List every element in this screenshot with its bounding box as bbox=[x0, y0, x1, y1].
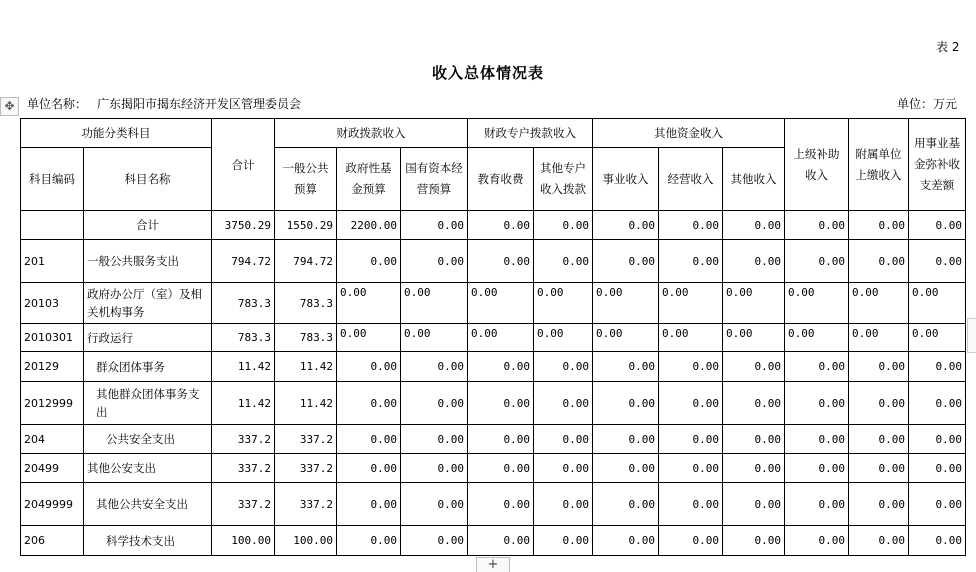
cell-value: 0.00 bbox=[909, 352, 966, 382]
cell-value: 0.00 bbox=[468, 454, 534, 483]
cell-value: 0.00 bbox=[849, 454, 909, 483]
income-summary-table bbox=[20, 118, 966, 556]
cell-value: 0.00 bbox=[534, 324, 593, 352]
table-number-label: 表 2 bbox=[936, 40, 960, 54]
cell-value: 0.00 bbox=[534, 454, 593, 483]
cell-value: 0.00 bbox=[337, 240, 401, 283]
header-operating: 经营收入 bbox=[659, 148, 723, 211]
table-row bbox=[21, 283, 966, 324]
cell-value: 0.00 bbox=[785, 483, 849, 526]
cell-value: 0.00 bbox=[785, 425, 849, 454]
cell-value: 0.00 bbox=[785, 240, 849, 283]
cell-value: 0.00 bbox=[593, 283, 659, 324]
cell-name: 其他群众团体事务支出 bbox=[84, 382, 212, 425]
cell-value: 0.00 bbox=[534, 526, 593, 556]
header-business: 事业收入 bbox=[593, 148, 659, 211]
cell-value: 783.3 bbox=[212, 283, 275, 324]
cell-value: 0.00 bbox=[849, 483, 909, 526]
cell-value: 0.00 bbox=[401, 526, 468, 556]
cell-value: 0.00 bbox=[723, 324, 785, 352]
cell-value: 2200.00 bbox=[337, 211, 401, 240]
table-row bbox=[21, 240, 966, 283]
cell-value: 0.00 bbox=[534, 240, 593, 283]
cell-value: 0.00 bbox=[534, 211, 593, 240]
cell-value: 0.00 bbox=[468, 324, 534, 352]
cell-value: 0.00 bbox=[849, 425, 909, 454]
cell-name: 公共安全支出 bbox=[84, 425, 212, 454]
cell-value: 0.00 bbox=[468, 382, 534, 425]
cell-code: 206 bbox=[21, 526, 84, 556]
cell-name: 政府办公厅（室）及相关机构事务 bbox=[84, 283, 212, 324]
cell-value: 0.00 bbox=[337, 324, 401, 352]
cell-value: 0.00 bbox=[723, 382, 785, 425]
cell-value: 794.72 bbox=[212, 240, 275, 283]
cell-value: 337.2 bbox=[212, 425, 275, 454]
cell-value: 0.00 bbox=[723, 240, 785, 283]
cell-code: 20499 bbox=[21, 454, 84, 483]
page-title: 收入总体情况表 bbox=[431, 64, 544, 82]
cell-value: 0.00 bbox=[785, 526, 849, 556]
cell-value: 337.2 bbox=[212, 454, 275, 483]
cell-value: 0.00 bbox=[401, 211, 468, 240]
cell-name: 一般公共服务支出 bbox=[84, 240, 212, 283]
cell-code bbox=[21, 211, 84, 240]
cell-value: 0.00 bbox=[723, 283, 785, 324]
cell-value: 0.00 bbox=[593, 211, 659, 240]
cell-value: 0.00 bbox=[909, 240, 966, 283]
cell-name: 其他公共安全支出 bbox=[84, 483, 212, 526]
cell-value: 0.00 bbox=[659, 425, 723, 454]
cell-code: 201 bbox=[21, 240, 84, 283]
cell-name: 其他公安支出 bbox=[84, 454, 212, 483]
plus-icon[interactable]: + bbox=[476, 557, 510, 572]
currency-unit-label: 单位：万元 bbox=[897, 97, 958, 111]
cell-value: 0.00 bbox=[593, 454, 659, 483]
cell-value: 100.00 bbox=[212, 526, 275, 556]
cell-value: 0.00 bbox=[785, 352, 849, 382]
cell-value: 0.00 bbox=[468, 240, 534, 283]
move-arrows-icon[interactable]: ✥ bbox=[0, 97, 19, 116]
cell-value: 0.00 bbox=[593, 483, 659, 526]
cell-value: 783.3 bbox=[275, 283, 337, 324]
cell-value: 337.2 bbox=[275, 483, 337, 526]
header-gov-fund: 政府性基金预算 bbox=[337, 148, 401, 211]
cell-value: 0.00 bbox=[468, 425, 534, 454]
cell-value: 0.00 bbox=[534, 352, 593, 382]
cell-value: 0.00 bbox=[909, 324, 966, 352]
cell-value: 100.00 bbox=[275, 526, 337, 556]
cell-value: 11.42 bbox=[212, 352, 275, 382]
header-affiliate: 附属单位上缴收入 bbox=[849, 119, 909, 211]
table-row bbox=[21, 324, 966, 352]
cell-value: 0.00 bbox=[785, 324, 849, 352]
cell-value: 0.00 bbox=[401, 283, 468, 324]
cell-value: 0.00 bbox=[785, 211, 849, 240]
table-row bbox=[21, 211, 966, 240]
cell-code: 204 bbox=[21, 425, 84, 454]
cell-value: 0.00 bbox=[337, 283, 401, 324]
cell-value: 0.00 bbox=[659, 483, 723, 526]
table-row bbox=[21, 352, 966, 382]
header-state-capital: 国有资本经营预算 bbox=[401, 148, 468, 211]
cell-value: 0.00 bbox=[785, 283, 849, 324]
cell-value: 0.00 bbox=[337, 425, 401, 454]
cell-value: 0.00 bbox=[909, 425, 966, 454]
cell-value: 11.42 bbox=[275, 352, 337, 382]
cell-value: 0.00 bbox=[401, 324, 468, 352]
header-total: 合计 bbox=[212, 119, 275, 211]
unit-name-line bbox=[27, 95, 301, 112]
cell-value: 337.2 bbox=[275, 454, 337, 483]
header-edu-fee: 教育收费 bbox=[468, 148, 534, 211]
cell-value: 0.00 bbox=[849, 352, 909, 382]
table-row bbox=[21, 526, 966, 556]
header-special: 财政专户拨款收入 bbox=[468, 119, 593, 148]
cell-value: 0.00 bbox=[534, 483, 593, 526]
cell-value: 0.00 bbox=[909, 211, 966, 240]
cell-value: 0.00 bbox=[909, 483, 966, 526]
cell-value: 0.00 bbox=[909, 454, 966, 483]
unit-name-label: 单位名称： bbox=[27, 97, 88, 111]
table-row bbox=[21, 483, 966, 526]
cell-value: 0.00 bbox=[723, 526, 785, 556]
cell-value: 0.00 bbox=[468, 283, 534, 324]
cell-value: 0.00 bbox=[659, 526, 723, 556]
cell-value: 337.2 bbox=[275, 425, 337, 454]
cell-value: 783.3 bbox=[275, 324, 337, 352]
cell-value: 3750.29 bbox=[212, 211, 275, 240]
header-upper-subsidy: 上级补助收入 bbox=[785, 119, 849, 211]
cell-value: 0.00 bbox=[337, 526, 401, 556]
cell-value: 0.00 bbox=[337, 483, 401, 526]
cell-value: 0.00 bbox=[593, 425, 659, 454]
cell-value: 0.00 bbox=[468, 483, 534, 526]
cell-name: 科学技术支出 bbox=[84, 526, 212, 556]
cell-value: 0.00 bbox=[659, 382, 723, 425]
cell-value: 0.00 bbox=[534, 425, 593, 454]
cell-value: 0.00 bbox=[723, 211, 785, 240]
cell-value: 0.00 bbox=[468, 352, 534, 382]
cell-value: 0.00 bbox=[785, 382, 849, 425]
header-other-funds: 其他资金收入 bbox=[593, 119, 785, 148]
table-row bbox=[21, 454, 966, 483]
cell-code: 2010301 bbox=[21, 324, 84, 352]
header-other-income: 其他收入 bbox=[723, 148, 785, 211]
cell-value: 794.72 bbox=[275, 240, 337, 283]
cell-code: 20103 bbox=[21, 283, 84, 324]
cell-value: 0.00 bbox=[593, 324, 659, 352]
cell-value: 0.00 bbox=[849, 526, 909, 556]
cell-value: 0.00 bbox=[909, 382, 966, 425]
cell-value: 0.00 bbox=[909, 526, 966, 556]
header-func-class: 功能分类科目 bbox=[21, 119, 212, 148]
cell-value: 0.00 bbox=[849, 382, 909, 425]
cell-value: 0.00 bbox=[849, 240, 909, 283]
cell-value: 0.00 bbox=[593, 382, 659, 425]
cell-value: 0.00 bbox=[723, 352, 785, 382]
cell-value: 0.00 bbox=[534, 382, 593, 425]
header-code: 科目编码 bbox=[21, 148, 84, 211]
cell-value: 0.00 bbox=[401, 483, 468, 526]
cell-name: 行政运行 bbox=[84, 324, 212, 352]
cell-code: 20129 bbox=[21, 352, 84, 382]
table-row bbox=[21, 425, 966, 454]
cell-value: 0.00 bbox=[534, 283, 593, 324]
cell-value: 1550.29 bbox=[275, 211, 337, 240]
cell-value: 0.00 bbox=[593, 240, 659, 283]
header-general-budget: 一般公共预算 bbox=[275, 148, 337, 211]
cell-value: 0.00 bbox=[659, 240, 723, 283]
cell-value: 0.00 bbox=[785, 454, 849, 483]
cell-value: 0.00 bbox=[659, 352, 723, 382]
cell-value: 0.00 bbox=[659, 283, 723, 324]
cell-value: 0.00 bbox=[909, 283, 966, 324]
cell-value: 0.00 bbox=[401, 454, 468, 483]
cell-value: 0.00 bbox=[659, 454, 723, 483]
cell-value: 0.00 bbox=[659, 211, 723, 240]
cell-value: 0.00 bbox=[849, 211, 909, 240]
cell-value: 0.00 bbox=[723, 425, 785, 454]
cell-value: 11.42 bbox=[212, 382, 275, 425]
cell-value: 0.00 bbox=[849, 283, 909, 324]
cell-value: 783.3 bbox=[212, 324, 275, 352]
cell-value: 0.00 bbox=[401, 352, 468, 382]
cell-value: 0.00 bbox=[659, 324, 723, 352]
cell-value: 0.00 bbox=[337, 382, 401, 425]
header-name: 科目名称 bbox=[84, 148, 212, 211]
cell-value: 337.2 bbox=[212, 483, 275, 526]
cell-value: 0.00 bbox=[337, 454, 401, 483]
cell-value: 0.00 bbox=[337, 352, 401, 382]
cell-value: 0.00 bbox=[593, 526, 659, 556]
cell-value: 11.42 bbox=[275, 382, 337, 425]
cell-code: 2012999 bbox=[21, 382, 84, 425]
cell-value: 0.00 bbox=[593, 352, 659, 382]
cell-value: 0.00 bbox=[468, 211, 534, 240]
cell-value: 0.00 bbox=[468, 526, 534, 556]
cell-value: 0.00 bbox=[723, 454, 785, 483]
cell-value: 0.00 bbox=[401, 382, 468, 425]
cell-value: 0.00 bbox=[849, 324, 909, 352]
header-fund-makeup: 用事业基金弥补收支差额 bbox=[909, 119, 966, 211]
cell-value: 0.00 bbox=[401, 425, 468, 454]
cell-value: 0.00 bbox=[723, 483, 785, 526]
cell-name: 合计 bbox=[84, 211, 212, 240]
unit-name-value: 广东揭阳市揭东经济开发区管理委员会 bbox=[97, 97, 302, 111]
table-row bbox=[21, 382, 966, 425]
cell-code: 2049999 bbox=[21, 483, 84, 526]
header-other-special: 其他专户收入拨款 bbox=[534, 148, 593, 211]
header-fiscal: 财政拨款收入 bbox=[275, 119, 468, 148]
cell-name: 群众团体事务 bbox=[84, 352, 212, 382]
row-resize-handle[interactable] bbox=[967, 318, 976, 353]
cell-value: 0.00 bbox=[401, 240, 468, 283]
